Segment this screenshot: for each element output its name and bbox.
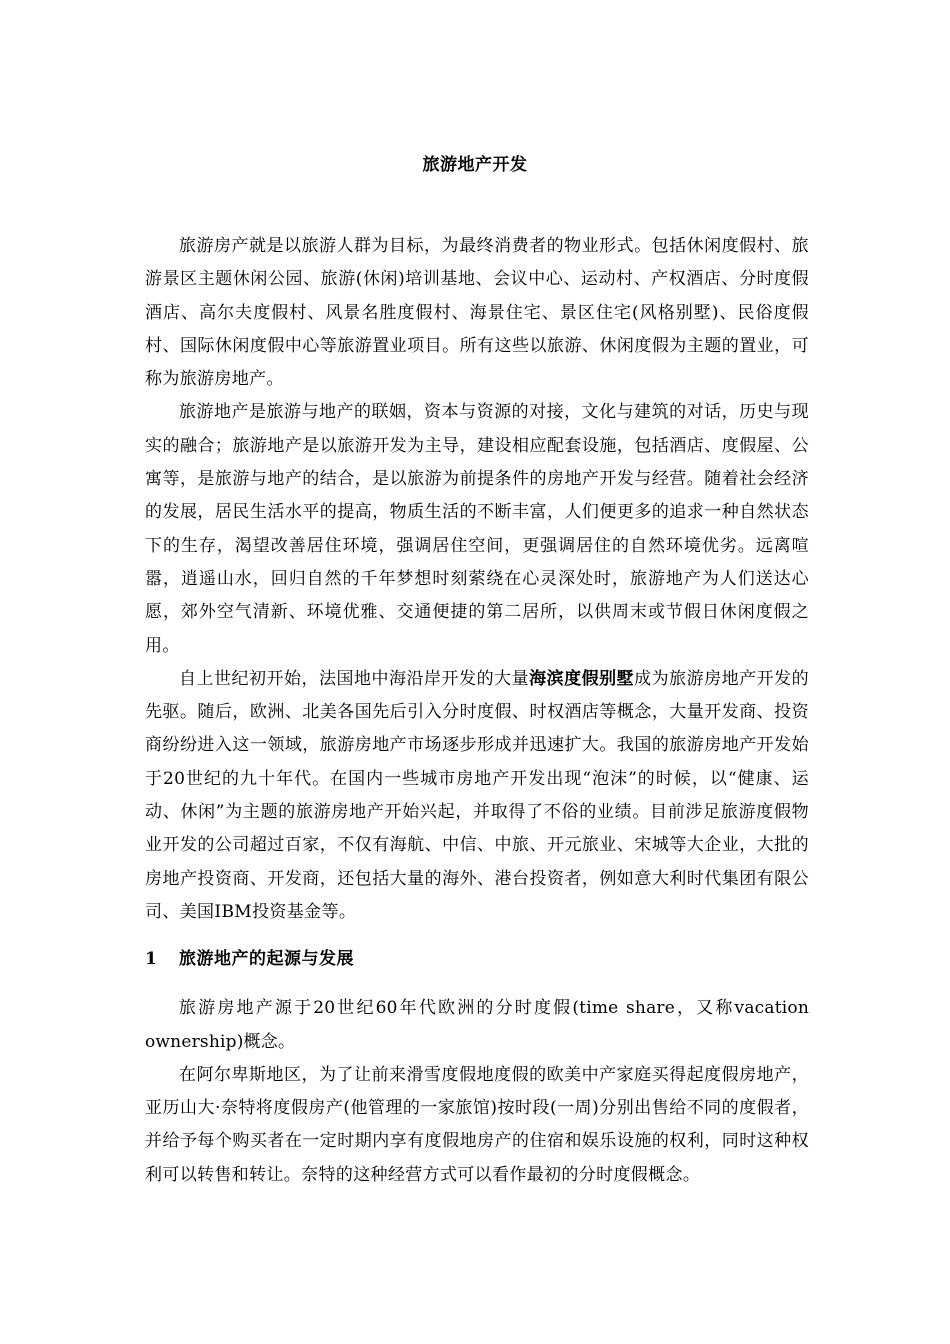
- section-number: 1: [145, 949, 158, 970]
- paragraph-history-rest: 成为旅游房地产开发的先驱。随后，欧洲、北美各国先后引入分时度假、时权酒店等概念，大量开发商、投资商纷纷进入这一领域，旅游房地产市场逐步形成并迅速扩大。我国的旅游房地产开发始于20世纪的九十年代。在国内一些城市房地产开发出现“泡沫”的时候，以“健康、运动、休闲”为主题的旅游房地产开始兴起，并取得了不俗的业绩。目前涉足旅游度假物业开发的公司超过百家，不仅有海航、中信、中旅、开元旅业、宋城等大企业，大批的房地产投资商、开发商，还包括大量的海外、港台投资者，例如意大利时代集团有限公司、美国IBM投资基金等。: [145, 668, 810, 922]
- document-body: [145, 230, 809, 1192]
- bold-phrase: 海滨度假别墅: [529, 668, 635, 689]
- paragraph-history-start: 自上世纪初开始，法国地中海沿岸开发的大量: [179, 668, 530, 689]
- paragraph-overview: 旅游地产是旅游与地产的联姻，资本与资源的对接，文化与建筑的对话，历史与现实的融合；旅游地产是以旅游开发为主导，建设相应配套设施，包括酒店、度假屋、公寓等，是旅游与地产的结合，是以旅游为前提条件的房地产开发与经营。随着社会经济的发展，居民生活水平的提高，物质生活的不断丰富，人们便更多的追求一种自然状态下的生存，渴望改善居住环境，强调居住空间，更强调居住的自然环境优劣。远离喧嚣，逍遥山水，回归自然的千年梦想时刻萦绕在心灵深处时，旅游地产为人们送达心愿，郊外空气清新、环境优雅、交通便捷的第二居所，以供周末或节假日休闲度假之用。: [145, 402, 809, 656]
- paragraph-alps: 在阿尔卑斯地区，为了让前来滑雪度假地度假的欧美中产家庭买得起度假房地产，亚历山大·奈特将度假房产(他管理的一家旅馆)按时段(一周)分别出售给不同的度假者，并给予每个购买者在一定时期内享有度假地房产的住宿和娱乐设施的权利，同时这种权利可以转售和转让。奈特的这种经营方式可以看作最初的分时度假概念。: [145, 1064, 809, 1185]
- paragraph-definition: 旅游房产就是以旅游人群为目标，为最终消费者的物业形式。包括休闲度假村、旅游景区主题休闲公园、旅游(休闲)培训基地、会议中心、运动村、产权酒店、分时度假酒店、高尔夫度假村、风景名胜度假村、海景住宅、景区住宅(风格别墅)、民俗度假村、国际休闲度假中心等旅游置业项目。所有这些以旅游、休闲度假为主题的置业，可称为旅游房地产。: [145, 236, 809, 390]
- section-heading: [145, 943, 809, 976]
- paragraph-history: [145, 663, 809, 929]
- page-title: 旅游地产开发: [422, 155, 528, 175]
- section-title: 旅游地产的起源与发展: [179, 949, 354, 970]
- paragraph-origin: 旅游房地产源于20世纪60年代欧洲的分时度假(time share，又称vacation ownership)概念。: [145, 998, 809, 1052]
